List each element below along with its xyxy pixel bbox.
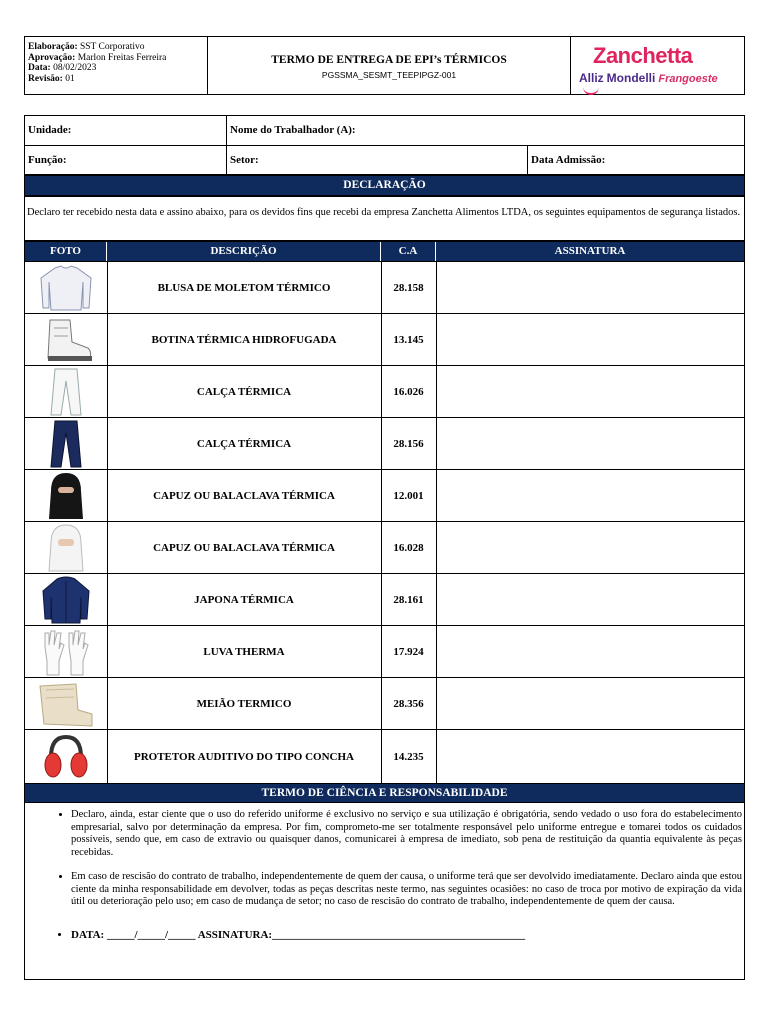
signature-cell[interactable] (436, 418, 746, 469)
data-label: Data: (28, 63, 51, 73)
signature-cell[interactable] (436, 314, 746, 365)
logo-frangoeste: Frangoeste (658, 73, 718, 85)
revisao-label: Revisão: (28, 73, 63, 84)
table-row (24, 729, 745, 784)
table-row (24, 261, 745, 314)
epi-description: MEIÃO TERMICO (107, 678, 382, 729)
logo-brands (579, 71, 718, 85)
signature-cell[interactable] (436, 262, 746, 313)
col-assinatura: ASSINATURA (436, 242, 744, 261)
epi-ca: 12.001 (381, 470, 437, 521)
black-balaclava-icon (25, 470, 108, 521)
gloves-icon (25, 626, 108, 677)
table-row (24, 417, 745, 470)
admissao-label: Data Admissão: (531, 154, 606, 166)
aprovacao-value: Marlon Freitas Ferreira (77, 52, 167, 63)
sweatshirt-icon (25, 262, 108, 313)
unidade-label: Unidade: (28, 124, 72, 136)
admissao-field[interactable] (528, 146, 744, 175)
navy-pants-icon (25, 418, 108, 469)
termo-paragraph-1: • Declaro, ainda, estar ciente que o uso do referido uniforme é exclusivo no serviço e sua utilização é obrigatória, sendo vedado o uso fora do estabelecimento empresarial, salvo por determinação da empresa. Por fim, comprometo-me ser totalmente responsável pelo uniforme entregue e tomarei todos os cuidados possíveis, sendo que, em caso de extravio ou quaisquer danos, comunicarei à empresa de imediato, sob pena de restituição da quantia equivalente às peças recebidas. (71, 809, 742, 859)
epi-ca: 28.356 (381, 678, 437, 729)
epi-description: BLUSA DE MOLETOM TÉRMICO (107, 262, 382, 313)
elaboracao-label: Elaboração: (28, 42, 78, 52)
table-row (24, 573, 745, 626)
setor-label: Setor: (230, 154, 259, 166)
white-pants-icon (25, 366, 108, 417)
funcao-field[interactable] (25, 146, 227, 175)
document-title-block (207, 36, 571, 95)
signature-cell[interactable] (436, 730, 746, 783)
termo-paragraph-2: • Em caso de rescisão do contrato de trabalho, independentemente de quem der causa, o uniforme terá que ser devolvido imediatamente. Declaro ainda que estou ciente da minha responsabilidade em devolver, todas as peças descritas neste termo, nas seguintes ocasiões: no caso de troca por motivo de expiração da vida útil ou deterioração pelo uso; em caso de mudança de setor; no caso de rescisão do contrato de trabalho, independentemente de quem der causa. (71, 871, 742, 909)
epi-description: PROTETOR AUDITIVO DO TIPO CONCHA (107, 730, 382, 783)
signature-cell[interactable] (436, 366, 746, 417)
signature-date-line[interactable]: • DATA: _____/_____/_____ ASSINATURA:______________________________________________ (71, 929, 742, 942)
jacket-icon (25, 574, 108, 625)
unidade-field[interactable] (25, 116, 227, 146)
signature-cell[interactable] (436, 626, 746, 677)
table-row (24, 313, 745, 366)
logo-mondelli: Mondelli (606, 71, 656, 85)
epi-ca: 16.028 (381, 522, 437, 573)
logo-smile-icon (583, 87, 599, 95)
epi-description: BOTINA TÉRMICA HIDROFUGADA (107, 314, 382, 365)
epi-description: CAPUZ OU BALACLAVA TÉRMICA (107, 522, 382, 573)
elaboracao-value: SST Corporativo (79, 42, 145, 52)
epi-description: CALÇA TÉRMICA (107, 418, 382, 469)
logo-zanchetta: Zanchetta (593, 43, 693, 68)
col-ca: C.A (381, 242, 436, 261)
socks-icon (25, 678, 108, 729)
document-code: PGSSMA_SESMT_TEEPIPGZ-001 (321, 70, 457, 80)
epi-ca: 13.145 (381, 314, 437, 365)
table-row (24, 677, 745, 730)
document-meta (24, 36, 208, 95)
epi-ca: 28.158 (381, 262, 437, 313)
epi-ca: 17.924 (381, 626, 437, 677)
termo-heading: TERMO DE CIÊNCIA E RESPONSABILIDADE (24, 783, 745, 803)
epi-description: CAPUZ OU BALACLAVA TÉRMICA (107, 470, 382, 521)
epi-ca: 28.161 (381, 574, 437, 625)
col-descricao: DESCRIÇÃO (107, 242, 381, 261)
company-logo (570, 36, 745, 95)
col-foto: FOTO (25, 242, 107, 261)
trabalhador-field[interactable] (227, 116, 744, 146)
funcao-label: Função: (28, 154, 67, 166)
trabalhador-label: Nome do Trabalhador (A): (230, 124, 356, 136)
signature-cell[interactable] (436, 522, 746, 573)
logo-alliz: Alliz (579, 71, 604, 85)
epi-description: LUVA THERMA (107, 626, 382, 677)
table-row (24, 521, 745, 574)
table-row (24, 365, 745, 418)
table-row (24, 625, 745, 678)
termo-body (24, 802, 745, 980)
epi-ca: 28.156 (381, 418, 437, 469)
signature-cell[interactable] (436, 574, 746, 625)
worker-info-form (24, 115, 745, 175)
epi-table-header (24, 241, 745, 262)
epi-description: JAPONA TÉRMICA (107, 574, 382, 625)
declaracao-text: Declaro ter recebido nesta data e assino abaixo, para os devidos fins que recebi da empresa Zanchetta Alimentos LTDA, os seguintes equipamentos de segurança listados. (24, 196, 745, 241)
epi-description: CALÇA TÉRMICA (107, 366, 382, 417)
table-row (24, 469, 745, 522)
epi-ca: 14.235 (381, 730, 437, 783)
document-title: TERMO DE ENTREGA DE EPI’s TÉRMICOS (271, 54, 507, 66)
aprovacao-label: Aprovação: (28, 52, 76, 63)
white-balaclava-icon (25, 522, 108, 573)
revisao-value: 01 (65, 73, 75, 84)
epi-ca: 16.026 (381, 366, 437, 417)
ear-muffs-icon (25, 730, 108, 783)
signature-cell[interactable] (436, 678, 746, 729)
boot-icon (25, 314, 108, 365)
declaracao-heading: DECLARAÇÃO (24, 175, 745, 196)
signature-cell[interactable] (436, 470, 746, 521)
data-value: 08/02/2023 (53, 63, 97, 73)
setor-field[interactable] (227, 146, 528, 175)
